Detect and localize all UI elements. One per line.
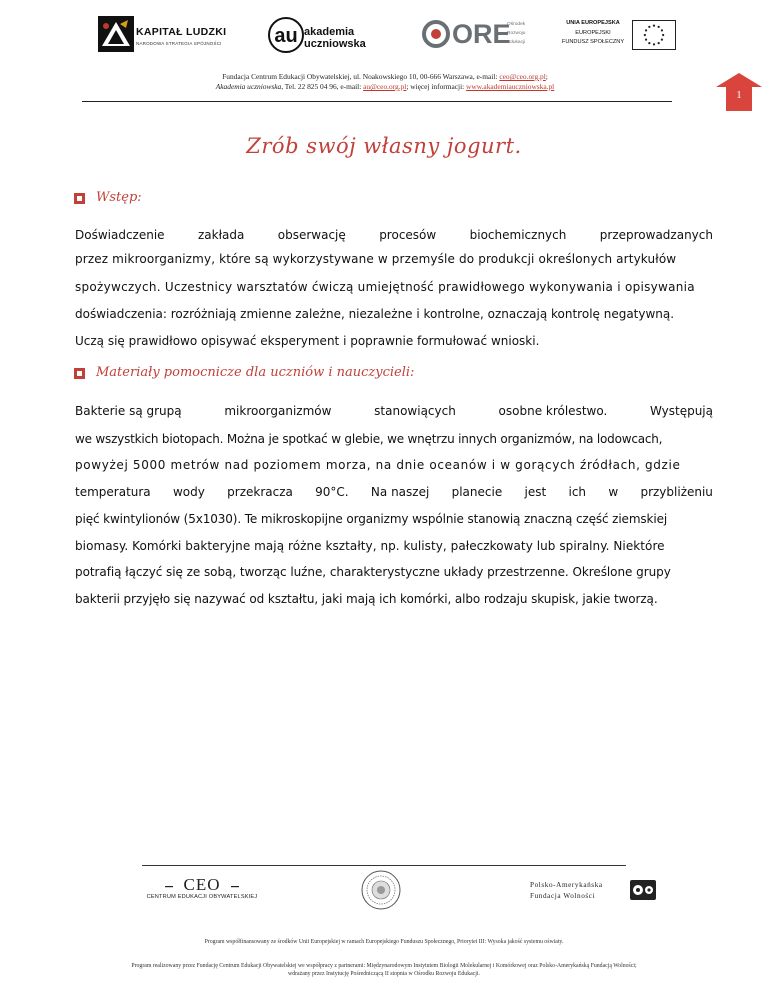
- ceo-logo-text: CEO: [183, 875, 221, 894]
- paragraph-line: biomasy. Komórki bakteryjne mają różne kształty, np. kulisty, pałeczkowaty lub spiralny. Niektóre: [75, 539, 665, 553]
- paragraph-line: pięć kwintylionów (5x1030). Te mikroskopijne organizmy wspólnie stanowią znaczną część ziemskiej: [75, 512, 668, 526]
- paragraph-line: powyżej 5000 metrów nad poziomem morza, na dnie oceanów i w gorących źródłach, gdzie: [75, 458, 681, 472]
- paragraph-line: bakterii przyjęło się nazywać od kształtu, jaki mają ich komórki, albo rodzaju skupisk, jakie tworzą.: [75, 592, 658, 606]
- word: mikroorganizmów: [224, 404, 332, 418]
- paf-film-icon: [628, 877, 658, 903]
- ore-circle-icon: [422, 20, 450, 48]
- word: planecie: [451, 485, 503, 499]
- header-info-1-text: Fundacja Centrum Edukacji Obywatelskiej, ul. Noakowskiego 10, 00-666 Warszawa, e-mail:: [222, 72, 500, 81]
- ceo-email-link[interactable]: ceo@ceo.org.pl: [499, 72, 546, 81]
- paragraph-line: we wszystkich biotopach. Można je spotkać w glebie, we wnętrzu innych organizmów, na lodowcach,: [75, 432, 663, 446]
- word: obserwację: [277, 228, 346, 242]
- paragraph-line: [75, 228, 713, 243]
- au-email-link[interactable]: au@ceo.org.pl: [363, 82, 407, 91]
- header-info-1-end: ;: [545, 72, 548, 81]
- word: Bakterie są grupą: [75, 404, 182, 418]
- eu-logo: [560, 18, 680, 52]
- paragraph-line: spożywczych. Uczestnicy warsztatów ćwiczą umiejętność prawidłowego wykonywania i opisywania: [75, 280, 695, 294]
- ceo-logo-subtitle: CENTRUM EDUKACJI OBYWATELSKIEJ: [146, 894, 258, 900]
- paragraph-line: [75, 404, 713, 419]
- header-info-2-mid: ; więcej informacji:: [406, 82, 467, 91]
- word: jest: [524, 485, 547, 499]
- word: przekracza: [227, 485, 293, 499]
- paf-line2: Fundacja Wolności: [530, 892, 596, 900]
- eu-line1: UNIA EUROPEJSKA: [566, 20, 620, 26]
- square-bullet-icon: [74, 368, 85, 379]
- eu-line2: EUROPEJSKI: [575, 30, 611, 36]
- eu-flag-icon: [632, 20, 676, 50]
- word: przybliżeniu: [640, 485, 713, 499]
- kapital-ludzki-emblem-icon: [98, 16, 134, 52]
- akademia-uczniowska-logo: [268, 16, 390, 56]
- akademia-line2: uczniowska: [304, 38, 366, 50]
- paragraph-line: potrafią łączyć się ze sobą, tworząc luźne, charakterystyczne układy przestrzenne. Określone grupy: [75, 565, 671, 579]
- page-number: 1: [736, 89, 742, 101]
- paragraph-line: przez mikroorganizmy, które są wykorzystywane w przemyśle do produkcji określonych artykułów: [75, 252, 677, 266]
- word: temperatura: [75, 485, 151, 499]
- word: stanowiących: [374, 404, 456, 418]
- word: Doświadczenie: [75, 228, 165, 242]
- word: Występują: [649, 404, 713, 418]
- header-info-line-1: [100, 72, 670, 81]
- kapital-ludzki-logo: [98, 16, 238, 56]
- header-info-2-text: , Tel. 22 825 04 96, e-mail:: [281, 82, 364, 91]
- document-title: Zrób swój własny jogurt.: [246, 134, 522, 158]
- word: Na naszej: [370, 485, 430, 499]
- section-title: Materiały pomocnicze dla uczniów i nauczycieli:: [96, 365, 415, 380]
- paragraph-line: doświadczenia: rozróżniają zmienne zależne, niezależne i kontrolne, oznaczają kontrolę negatywną.: [75, 307, 675, 321]
- word: zakłada: [197, 228, 245, 242]
- word: procesów: [379, 228, 437, 242]
- ore-text: ORE: [452, 19, 511, 49]
- au-mark-icon: [268, 17, 304, 53]
- kapital-ludzki-title: KAPITAŁ LUDZKI: [136, 26, 227, 38]
- footer-note-1: Program współfinansowany ze środków Unii Europejskiej w ramach Europejskiego Funduszu Społecznego, Priorytet III: Wysoka jakość systemu oświaty.: [204, 939, 564, 945]
- word: ich: [568, 485, 587, 499]
- ore-logo: [422, 18, 526, 52]
- word: osobne królestwo.: [498, 404, 608, 418]
- word: w: [608, 485, 619, 499]
- akademia-website-link[interactable]: www.akademiauczniowska.pl: [466, 82, 555, 91]
- page-number-tab: [716, 73, 762, 111]
- eu-line3: FUNDUSZ SPOŁECZNY: [561, 39, 625, 45]
- header-info-line-2: [100, 82, 670, 91]
- paf-line1: Polsko-Amerykańska: [530, 881, 603, 889]
- ceo-dash-icon: [165, 886, 239, 888]
- footer-note-2: Program realizowany przez Fundację Centrum Edukacji Obywatelskiej we współpracy z partnerami: Międzynarodowym Instytutem Biologii Molekularnej i Komórkowej oraz Polsko-Amerykańską Fundacją Wolności;: [131, 963, 637, 969]
- square-bullet-icon: [74, 193, 85, 204]
- paragraph-line: Uczą się prawidłowo opisywać eksperyment i poprawnie formułować wnioski.: [75, 334, 540, 348]
- ore-side-1: Ośrodek: [507, 22, 526, 27]
- word: przeprowadzanych: [599, 228, 713, 242]
- footer-note-3: wdrażany przez Instytucję Pośredniczącą II stopnia w Ośrodku Rozwoju Edukacji.: [288, 971, 480, 977]
- footer-divider: [142, 865, 626, 866]
- header-divider: [82, 101, 672, 102]
- header-info-2-italic: Akademia uczniowska: [215, 82, 282, 91]
- section-title: Wstęp:: [96, 190, 142, 205]
- au-mark-text: au: [274, 25, 298, 47]
- word: 90°C.: [315, 485, 349, 499]
- word: biochemicznych: [469, 228, 567, 242]
- ore-side-3: Edukacji: [507, 40, 526, 45]
- iibmk-seal-icon: [361, 870, 401, 910]
- paragraph-line: [75, 485, 713, 500]
- kapital-ludzki-subtitle: NARODOWA STRATEGIA SPÓJNOŚCI: [136, 41, 222, 46]
- akademia-line1: akademia: [304, 26, 355, 38]
- word: wody: [172, 485, 205, 499]
- ore-side-2: Rozwoju: [507, 31, 526, 36]
